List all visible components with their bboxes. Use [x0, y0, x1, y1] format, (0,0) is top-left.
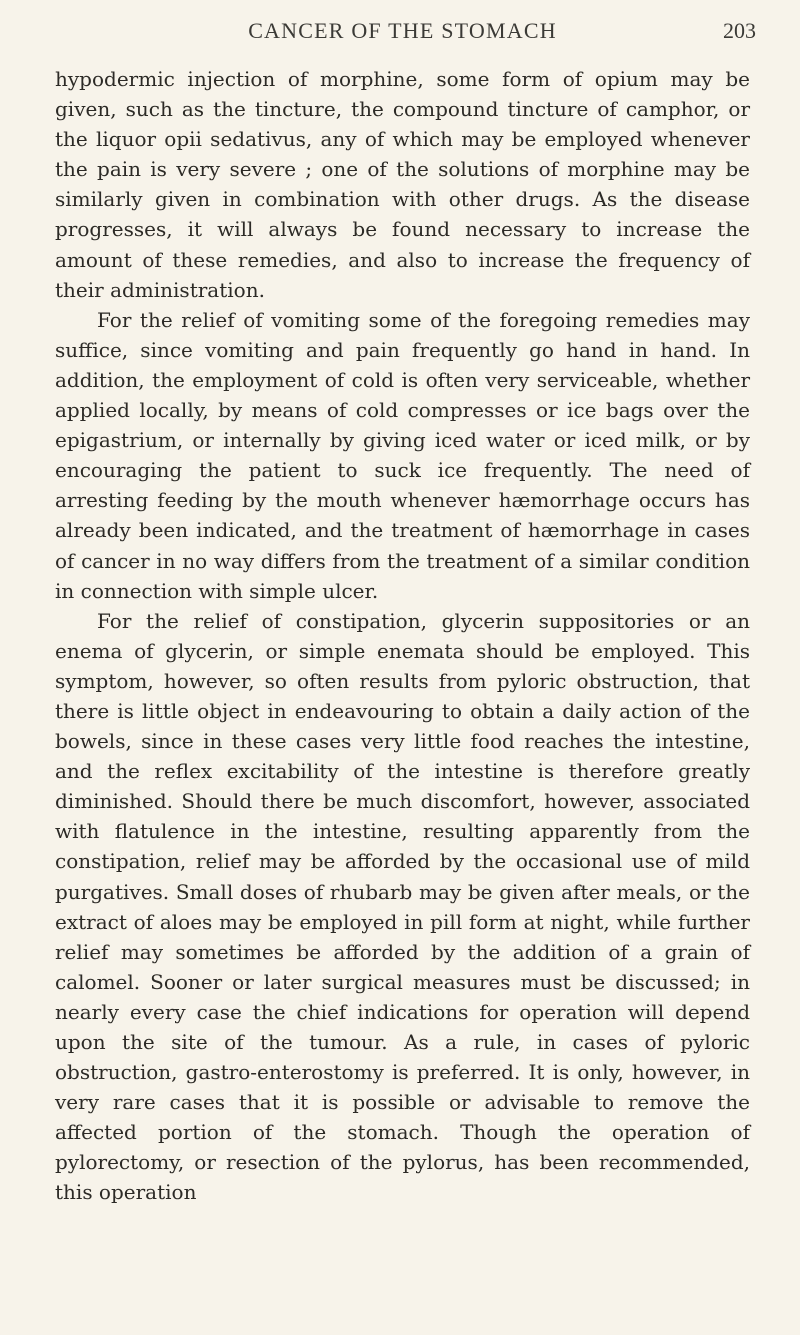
paragraph-constipation: For the relief of constipation, glycerin suppositories or an enema of glycerin, or simple enemata should be employed. This symptom, however, so often results from pyloric obstruction, that there is little object in endeavouring to obtain a daily action of the bowels, since in these cases very little food reaches the intestine, and the reflex excitability of the intestine is therefore greatly diminished. Should there be much discomfort, however, associated with flatulence in the intestine, resulting apparently from the constipation, relief may be afforded by the occasional use of mild purgatives. Small doses of rhubarb may be given after meals, or the extract of aloes may be employed in pill form at night, while further relief may sometimes be afforded by the addition of a grain of calomel. Sooner or later surgical measures must be discussed; in nearly every case the chief indications for operation will depend upon the site of the tumour. As a rule, in cases of pyloric obstruction, gastro-enterostomy is preferred. It is only, however, in very rare cases that it is possible or advisable to remove the affected portion of the stomach. Though the operation of pylorectomy, or resection of the pylorus, has been recommended, this operation	[55, 608, 750, 1205]
body-text	[55, 64, 750, 1208]
page-header	[55, 0, 756, 52]
page-number: 203	[723, 18, 756, 43]
paragraph-vomiting: For the relief of vomiting some of the foregoing remedies may suffice, since vomiting and pain frequently go hand in hand. In addition, the employment of cold is often very serviceable, whether applied locally, by means of cold compresses or ice bags over the epigastrium, or internally by giving iced water or iced milk, or by encouraging the patient to suck ice frequently. The need of arresting feeding by the mouth whenever hæmorrhage occurs has already been indicated, and the treatment of hæmorrhage in cases of cancer in no way differs from the treatment of a similar condition in connection with simple ulcer.	[55, 307, 750, 603]
running-title: CANCER OF THE STOMACH	[248, 18, 557, 43]
paragraph-continuation: hypodermic injection of morphine, some form of opium may be given, such as the tincture, the compound tincture of camphor, or the liquor opii sedativus, any of which may be employed whenever the pain is very severe ; one of the solutions of morphine may be similarly given in combination with other drugs. As the disease progresses, it will always be found necessary to increase the amount of these remedies, and also to increase the frequency of their administration.	[55, 67, 750, 302]
